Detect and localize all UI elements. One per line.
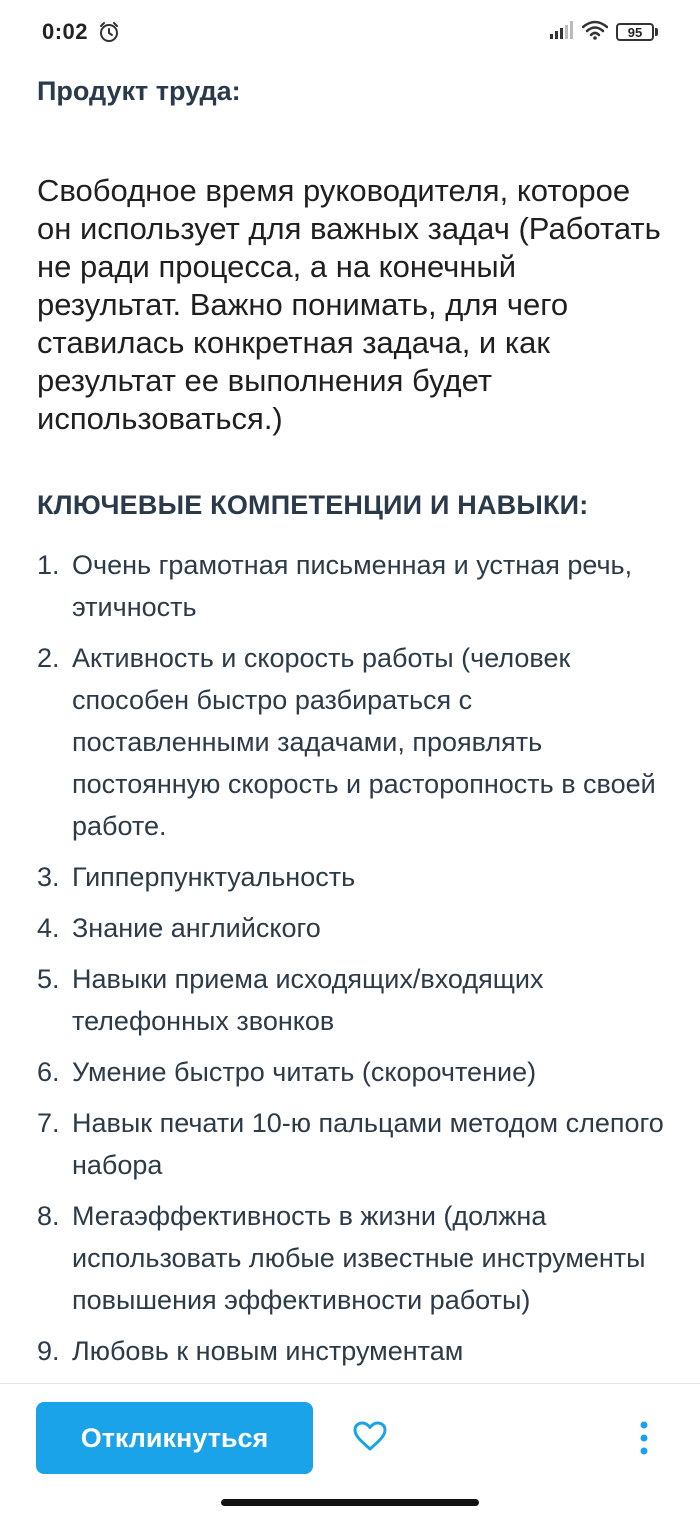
product-heading: Продукт труда: [37,76,241,106]
status-bar [0,0,700,64]
battery-icon [616,23,658,41]
list-item: 9. Любовь к новым инструментам [37,1336,464,1366]
favorite-button[interactable] [350,1418,390,1458]
home-indicator[interactable] [221,1499,479,1506]
alarm-icon [98,21,120,43]
wifi-icon [582,20,608,45]
skills-heading: КЛЮЧЕВЫЕ КОМПЕТЕНЦИИ И НАВЫКИ: [37,490,589,520]
vacancy-description [0,64,700,1383]
respond-button[interactable]: Откликнуться [36,1402,313,1474]
signal-icon [550,21,574,44]
bottom-action-bar [0,1383,700,1517]
status-icons [550,20,658,45]
list-item: 2. Активность и скорость работы (человек способен быстро разбираться с поставленными задачами, проявлять постоянную скорость и расторопность в своей работе. [37,643,656,841]
more-vertical-icon [640,1421,648,1460]
list-item: 5. Навыки приема исходящих/входящих телефонных звонков [37,964,544,1036]
list-item: 7. Навык печати 10-ю пальцами методом слепого набора [37,1108,664,1180]
list-item: 1. Очень грамотная письменная и устная речь, этичность [37,550,633,622]
list-item: 6. Умение быстро читать (скорочтение) [37,1057,537,1087]
status-time: 0:02 [42,19,89,44]
list-item: 4. Знание английского [37,913,321,943]
list-item: 3. Гипперпунктуальность [37,862,356,892]
product-text: Свободное время руководителя, которое он использует для важных задач (Работать не ради процесса, а на конечный результат. Важно понимать, для чего ставилась конкретная задача, и как результат ее выполнения будет использоваться.) [37,173,661,436]
battery-level: 95 [616,23,654,41]
more-options-button[interactable] [630,1418,658,1462]
list-item: 8. Мегаэффективность в жизни (должна использовать любые известные инструменты повышения эффективности работы) [37,1201,646,1315]
skills-list [37,544,664,1372]
heart-icon [353,1421,387,1456]
